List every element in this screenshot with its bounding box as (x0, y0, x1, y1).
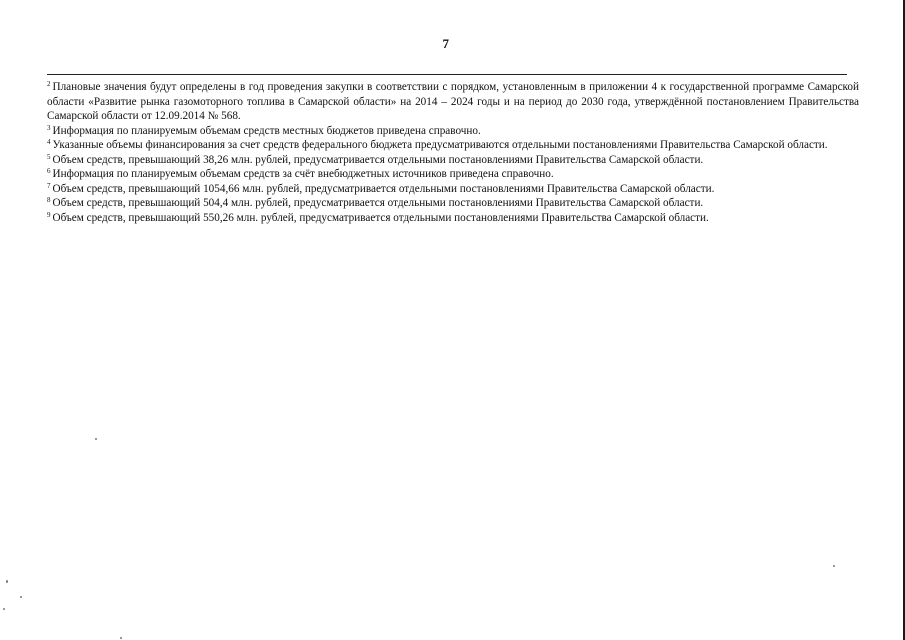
footnote-2 (47, 80, 859, 124)
footnote-8 (47, 196, 859, 211)
footnote-7 (47, 182, 859, 197)
footnote-6 (47, 167, 859, 182)
scan-speck (95, 438, 97, 440)
footnote-mark: 7 (47, 181, 51, 190)
footnote-text: Объем средств, превышающий 38,26 млн. рублей, предусматривается отдельными постановлениями Правительства Самарской области. (52, 153, 704, 166)
scan-speck (20, 596, 22, 598)
footnote-mark: 2 (47, 80, 51, 88)
scan-speck (6, 580, 8, 583)
scan-speck (833, 565, 835, 567)
footnote-mark: 9 (47, 210, 51, 219)
footnote-3 (47, 124, 859, 139)
footnote-mark: 5 (47, 152, 51, 161)
footnote-mark: 8 (47, 196, 51, 204)
footnote-text: Указанные объемы финансирования за счет средств федерального бюджета предусматриваются отдельными постановлениями Правительства Самарской области. (52, 139, 828, 151)
footnote-text: Информация по планируемым объемам средств местных бюджетов приведена справочно. (52, 124, 481, 137)
footnote-9 (47, 211, 859, 226)
footnote-text: Информация по планируемым объемам средств за счёт внебюджетных источников приведена справочно. (52, 168, 554, 180)
footnote-mark: 4 (47, 138, 51, 146)
page-number: 7 (442, 36, 450, 51)
footnote-text: Плановые значения будут определены в год проведения закупки в соответствии с порядком, установленным в приложении 4 к государственной программе Самарской области «Развитие рынка газомоторного топлива в Самарской области» на 2014 – 2024 годы и на период до 2030 года, утверждённой постановлением Правительства Самарской области от 12.09.2014 № 568. (47, 81, 859, 122)
footnote-mark: 3 (47, 123, 51, 132)
scan-speck (3, 608, 5, 610)
footnotes-section (47, 80, 859, 225)
footnote-text: Объем средств, превышающий 504,4 млн. рублей, предусматривается отдельными постановлениями Правительства Самарской области. (52, 197, 704, 209)
scan-speck (120, 637, 122, 639)
footnote-mark: 6 (47, 167, 51, 175)
footnote-text: Объем средств, превышающий 1054,66 млн. рублей, предусматривается отдельными постановлениями Правительства Самарской области. (52, 182, 715, 195)
footnote-4 (47, 138, 859, 153)
footnote-5 (47, 153, 859, 168)
footnote-text: Объем средств, превышающий 550,26 млн. рублей, предусматривается отдельными постановлениями Правительства Самарской области. (52, 211, 709, 224)
footnote-separator (47, 74, 847, 75)
